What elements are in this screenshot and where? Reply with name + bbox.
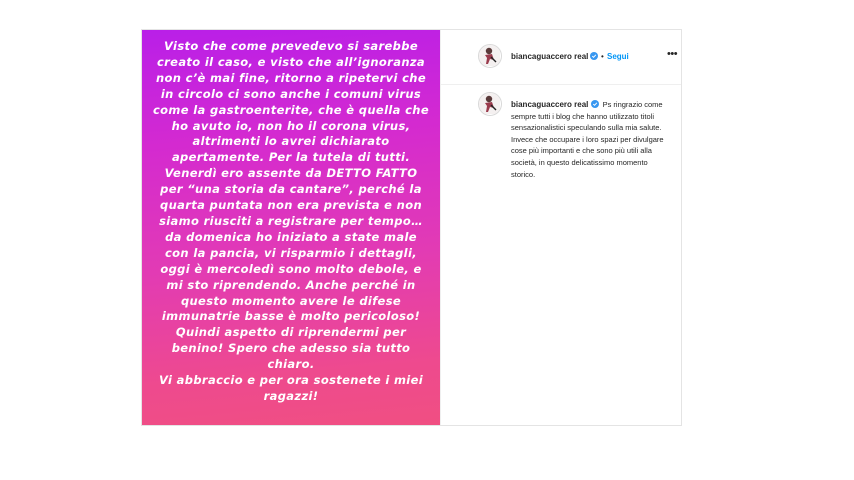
caption-username[interactable]: biancaguaccero real — [511, 100, 589, 109]
story-line: con la pancia, vi risparmio i dettagli, — [165, 245, 417, 260]
story-line: creato il caso, e visto che all’ignoranza — [156, 54, 426, 69]
story-line: per “una storia da cantare”, perché la — [160, 182, 422, 197]
story-line: Visto che come prevedevo si sarebbe — [163, 39, 418, 53]
story-line: apertamente. Per la tutela di tutti. — [171, 150, 411, 165]
story-line: in circolo ci sono anche i comuni virus — [160, 86, 422, 101]
story-line: chiaro. — [267, 357, 315, 372]
verified-badge-icon — [590, 52, 598, 60]
profile-avatar[interactable] — [478, 44, 502, 68]
story-line: immunatrie basse è molto pericoloso! — [161, 309, 421, 324]
caption-body — [511, 99, 673, 180]
caption-text: Ps ringrazio come sempre tutti i blog che hanno utilizzato titoli sensazionalistici speculando sulla mia salute. Invece che occupare i loro spazi per divulgare cose più importanti e che sono più utili alla società, in questo delicatissimo momento storico. — [511, 100, 664, 179]
story-line: ragazzi! — [263, 388, 319, 403]
header-username[interactable]: biancaguaccero real — [511, 52, 589, 61]
follow-button[interactable]: Segui — [607, 52, 629, 61]
story-line: ho avuto io, non ho il corona virus, — [171, 118, 411, 133]
post-sidebar — [440, 30, 681, 425]
story-text — [146, 39, 436, 405]
instagram-post — [141, 29, 682, 426]
story-line: da domenica ho iniziato a state male — [165, 229, 417, 244]
story-line: questo momento avere le difese — [180, 293, 402, 308]
story-line: altrimenti lo avrei dichiarato — [192, 134, 390, 149]
verified-badge-icon — [591, 100, 599, 108]
person-icon — [479, 93, 500, 114]
story-line: mi sto riprendendo. Anche perché in — [166, 277, 416, 292]
story-line: non c’è mai fine, ritorno a ripetervi che — [155, 70, 426, 85]
story-line: oggi è mercoledì sono molto debole, e — [160, 261, 422, 276]
post-header — [441, 30, 681, 85]
caption-avatar[interactable] — [478, 92, 502, 116]
story-line: Quindi aspetto di riprendermi per — [175, 325, 407, 340]
story-line: Vi abbraccio e per ora sostenete i miei — [158, 373, 424, 388]
person-icon — [479, 45, 500, 66]
story-line: siamo riusciti a registrare per tempo… — [159, 213, 423, 228]
story-line: benino! Spero che adesso sia tutto — [171, 341, 411, 356]
story-image — [142, 30, 440, 425]
story-line: quarta puntata non era prevista e non — [159, 198, 423, 213]
story-line: Venerdì ero assente da DETTO FATTO — [164, 166, 418, 181]
story-line: come la gastroenterite, che è quella che — [153, 102, 429, 117]
separator-dot: • — [601, 52, 604, 61]
more-options-icon[interactable]: ••• — [667, 48, 678, 60]
